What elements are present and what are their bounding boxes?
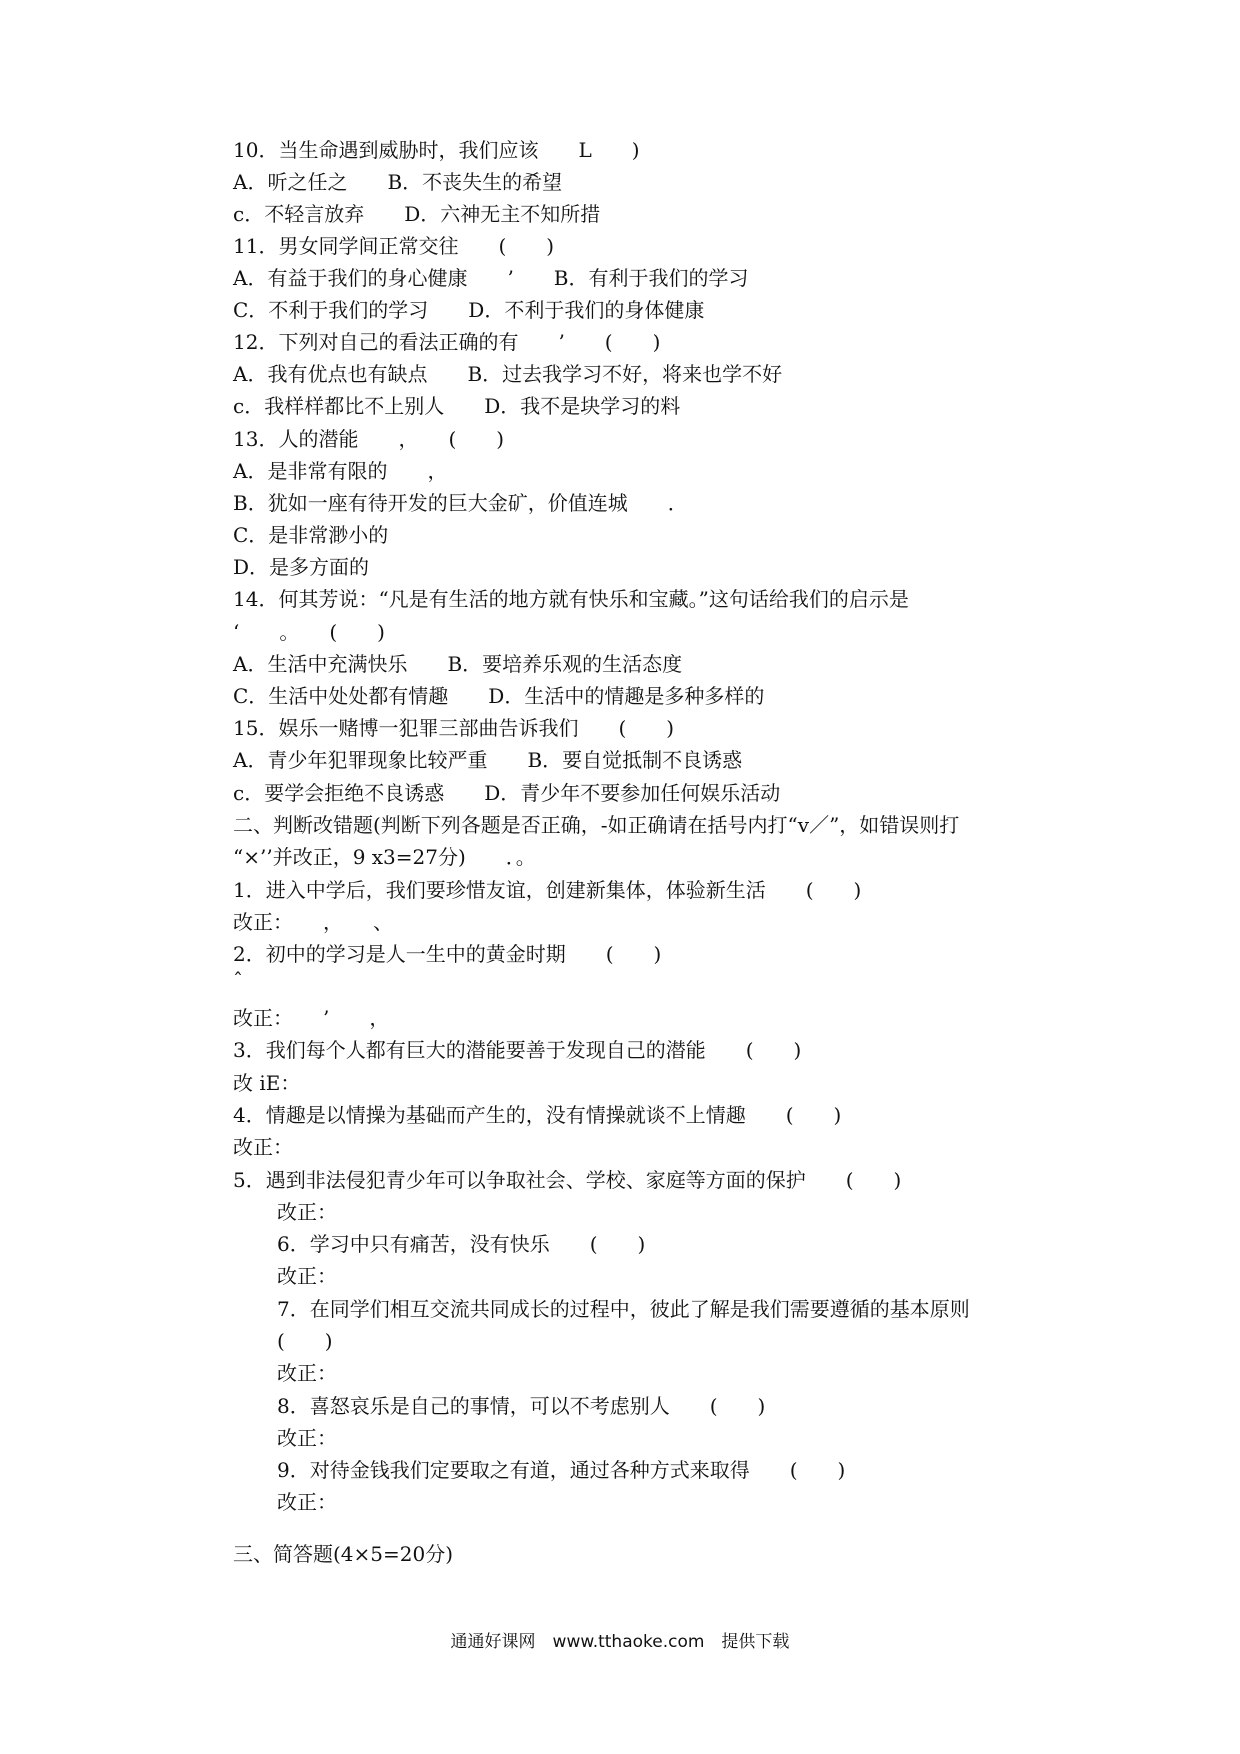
text-line: 5．遇到非法侵犯青少年可以争取社会、学校、家庭等方面的保护 ( )	[233, 1168, 902, 1192]
text-line: 改正：	[277, 1426, 337, 1450]
text-line: 改正： ， 、	[233, 910, 393, 934]
text-line: “×’’并改正，9 x3=27分) ．。	[233, 845, 536, 869]
text-line: 改正：	[277, 1490, 337, 1514]
text-line: 改正：	[277, 1200, 337, 1224]
text-line: 9．对待金钱我们定要取之有道，通过各种方式来取得 ( )	[277, 1458, 846, 1482]
text-line: D．是多方面的	[233, 555, 370, 579]
text-line: c．我样样都比不上别人 D．我不是块学习的料	[233, 394, 681, 418]
text-line: 13．人的潜能 ， ( )	[233, 427, 505, 451]
text-line: 11．男女同学间正常交往 ( )	[233, 234, 555, 258]
text-line: A．我有优点也有缺点 B．过去我学习不好，将来也学不好	[233, 362, 783, 386]
text-line: c．不轻言放弃 D．六神无主不知所措	[233, 202, 601, 226]
text-line: C．不利于我们的学习 D．不利于我们的身体健康	[233, 298, 705, 322]
text-line: 改正：	[277, 1361, 337, 1385]
text-line: 12．下列对自己的看法正确的有 ’ ( )	[233, 330, 661, 354]
text-line: 10．当生命遇到威胁时，我们应该 L )	[233, 138, 640, 162]
text-line: ‘ 。 ( )	[233, 620, 385, 644]
text-line: 改正： ’ ，	[233, 1006, 390, 1030]
text-line: ( )	[277, 1329, 333, 1353]
text-line: 7．在同学们相互交流共同成长的过程中，彼此了解是我们需要遵循的基本原则	[277, 1297, 970, 1321]
text-line: 4．情趣是以情操为基础而产生的，没有情操就谈不上情趣 ( )	[233, 1103, 842, 1127]
text-line: B．犹如一座有待开发的巨大金矿，价值连城 ．	[233, 491, 688, 515]
page-footer: 通通好课网 www.tthaoke.com 提供下载	[450, 1632, 790, 1652]
text-line: 8．喜怒哀乐是自己的事情，可以不考虑别人 ( )	[277, 1394, 766, 1418]
text-line: C．是非常渺小的	[233, 523, 389, 547]
text-line: 改正：	[277, 1264, 337, 1288]
text-line: 1．进入中学后，我们要珍惜友谊，创建新集体，体验新生活 ( )	[233, 878, 862, 902]
text-line: 6．学习中只有痛苦，没有快乐 ( )	[277, 1232, 646, 1256]
text-line: 二、判断改错题(判断下列各题是否正确，-如正确请在括号内打“v／”，如错误则打	[233, 813, 960, 837]
text-line: A．生活中充满快乐 B．要培养乐观的生活态度	[233, 652, 683, 676]
text-line: A．是非常有限的 ，	[233, 459, 448, 483]
text-line: ˆ	[233, 968, 243, 992]
section-3-heading: 三、简答题(4×5=20分)	[233, 1542, 454, 1566]
text-line: A．青少年犯罪现象比较严重 B．要自觉抵制不良诱惑	[233, 748, 743, 772]
text-line: 15．娱乐一赌博一犯罪三部曲告诉我们 ( )	[233, 716, 675, 740]
text-line: 2．初中的学习是人一生中的黄金时期 ( )	[233, 942, 662, 966]
text-line: C．生活中处处都有情趣 D．生活中的情趣是多种多样的	[233, 684, 765, 708]
text-line: 改正：	[233, 1135, 293, 1159]
text-line: 改 iE：	[233, 1071, 301, 1095]
text-line: A．有益于我们的身心健康 ’ B．有利于我们的学习	[233, 266, 749, 290]
text-line: c．要学会拒绝不良诱惑 D．青少年不要参加任何娱乐活动	[233, 781, 781, 805]
text-line: A．听之任之 B．不丧失生的希望	[233, 170, 563, 194]
text-line: 3．我们每个人都有巨大的潜能要善于发现自己的潜能 ( )	[233, 1038, 802, 1062]
text-line: 14．何其芳说：“凡是有生活的地方就有快乐和宝藏。”这句话给我们的启示是	[233, 587, 909, 611]
